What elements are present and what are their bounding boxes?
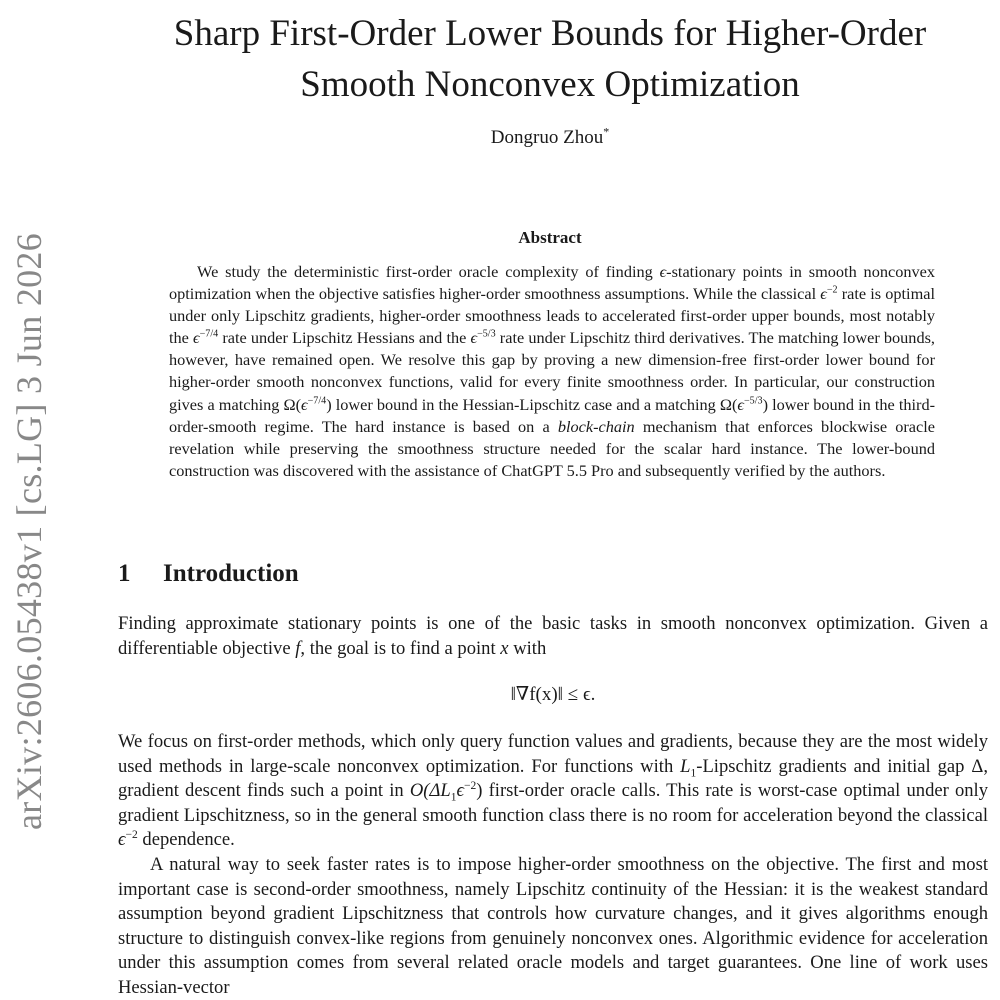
stationarity-equation: ‖∇f(x)‖ ≤ ϵ.	[510, 684, 596, 705]
paper-title: Sharp First-Order Lower Bounds for Higher-Order Smooth Nonconvex Optimization	[173, 13, 927, 105]
abstract-heading: Abstract	[518, 228, 582, 247]
intro-paragraph-1: Finding approximate stationary points is one of the basic tasks in smooth nonconvex optimization. Given a differentiable objective f, the goal is to find a point x with	[118, 613, 988, 659]
author-footnote-mark: *	[603, 124, 610, 139]
intro-paragraph-2: We focus on first-order methods, which only query function values and gradients, because they are the most widely used methods in large-scale nonconvex optimization. For functions with $L_1$-Lipschitz gradients and initial gap Δ, gradient descent finds such a point in $O(\Delta L_1\epsilon^{-2})$ first-order oracle calls. This rate is worst-case optimal under only gradient Lipschitzness, so in the general smooth function class there is no room for acceleration beyond the classical $\epsilon^{-2}$ dependence.	[118, 731, 989, 850]
section-title: Introduction	[163, 560, 299, 587]
section-heading-introduction	[118, 560, 299, 588]
abstract-text: We study the deterministic first-order oracle complexity of finding ϵ-stationary points in smooth nonconvex optimization when the objective satisfies higher-order smoothness assumptions. While the classical $\epsilon^{-2}$ rate is optimal under only Lipschitz gradients, higher-order smoothness leads to accelerated first-order upper bounds, most notably the $\epsilon^{-7/4}$ rate under Lipschitz Hessians and the $\epsilon^{-5/3}$ rate under Lipschitz third derivatives. The matching lower bounds, however, have remained open. We resolve this gap by proving a new dimension-free first-order lower bound for higher-order smooth nonconvex functions, valid for every finite smoothness order. In particular, our construction gives a matching $\Omega(\epsilon^{-7/4})$ lower bound in the Hessian-Lipschitz case and a matching $\Omega(\epsilon^{-5/3})$ lower bound in the third-order-smooth regime. The hard instance is based on a block-chain mechanism that enforces blockwise oracle revelation while preserving the smoothness structure needed for the scalar hard instance. The lower-bound construction was discovered with the assistance of ChatGPT 5.5 Pro and subsequently verified by the authors.	[169, 262, 936, 480]
arxiv-identifier: arXiv:2606.05438v1 [cs.LG] 3 Jun 2026	[9, 232, 49, 830]
author-line	[140, 124, 960, 149]
section-number: 1	[118, 560, 131, 587]
author-name: Dongruo Zhou	[490, 127, 604, 148]
intro-paragraph-3: A natural way to seek faster rates is to impose higher-order smoothness on the objective. The first and most important case is second-order smoothness, namely Lipschitz continuity of the Hessian: it is the weakest standard assumption beyond gradient Lipschitzness that controls how curvature changes, and it gives algorithms enough structure to distinguish convex-like regions from genuinely nonconvex ones. Algorithmic evidence for acceleration under this assumption comes from several related oracle models and target guarantees. One line of work uses Hessian-vector	[118, 854, 988, 998]
